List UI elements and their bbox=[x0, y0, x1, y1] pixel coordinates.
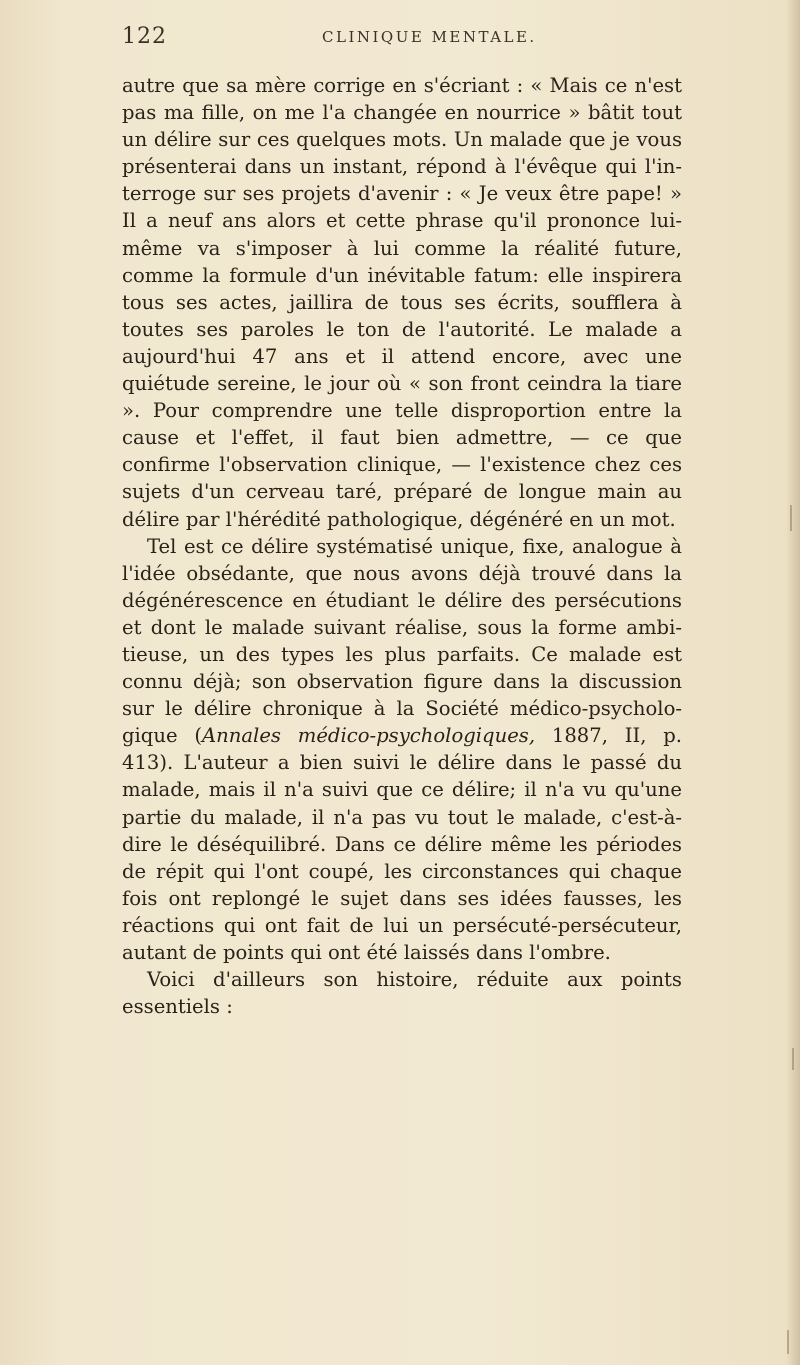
paragraph-2-text-start: Tel est ce délire systématisé unique, fixe, analogue à l'idée obsédante, que nous avons déjà trouvé dans la dégénérescence en étudiant le délire des persécutions et dont le malade suivant réalise, sous la forme ambitieuse, un des types les plus parfaits. Ce malade est connu déjà; son observation figure dans la discussion sur le délire chronique à la Société médico-psychologique ( bbox=[122, 534, 682, 748]
page-header bbox=[122, 24, 682, 54]
running-title: CLINIQUE MENTALE. bbox=[322, 28, 537, 46]
margin-mark bbox=[792, 1048, 794, 1070]
body-text bbox=[122, 72, 682, 1020]
margin-mark bbox=[787, 1330, 789, 1354]
paragraph-3: Voici d'ailleurs son histoire, réduite aux points essentiels : bbox=[122, 968, 682, 1019]
margin-mark bbox=[790, 505, 792, 531]
page-edge-shadow bbox=[786, 0, 800, 1365]
paragraph-2-text-end: 1887, II, p. 413). L'auteur a bien suivi le délire dans le passé du malade, mais il n'a suivi que ce délire; il n'a vu qu'une partie du malade, il n'a pas vu tout le malade, c'est-à-dire le déséquilibré. Dans ce délire même les périodes de répit qui l'ont coupé, les circonstances qui chaque fois ont replongé le sujet dans ses idées fausses, les réactions qui ont fait de lui un persécuté-persécuteur, autant de points qui ont été laissés dans l'ombre. bbox=[122, 724, 682, 964]
journal-citation-italic: Annales médico-psychologiques, bbox=[201, 724, 536, 748]
paragraph-1: autre que sa mère corrige en s'écriant : « Mais ce n'est pas ma fille, on me l'a changée en nourrice » bâtit tout un délire sur ces quelques mots. Un malade que je vous présenterai dans un instant, répond à l'évêque qui l'interroge sur ses projets d'avenir : « Je veux être pape! » Il a neuf ans alors et cette phrase qu'il prononce lui-même va s'imposer à lui comme la réalité future, comme la formule d'un inévitable fatum: elle inspirera tous ses actes, jaillira de tous ses écrits, soufflera à toutes ses paroles le ton de l'autorité. Le malade a aujourd'hui 47 ans et il attend encore, avec une quiétude sereine, le jour où « son front ceindra la tiare ». Pour comprendre une telle disproportion entre la cause et l'effet, il faut bien admettre, — ce que confirme l'observation clinique, — l'existence chez ces sujets d'un cerveau taré, préparé de longue main au délire par l'hérédité pathologique, dégénéré en un mot. bbox=[122, 74, 682, 531]
page-number: 122 bbox=[122, 24, 167, 49]
paragraph-2 bbox=[122, 533, 682, 967]
